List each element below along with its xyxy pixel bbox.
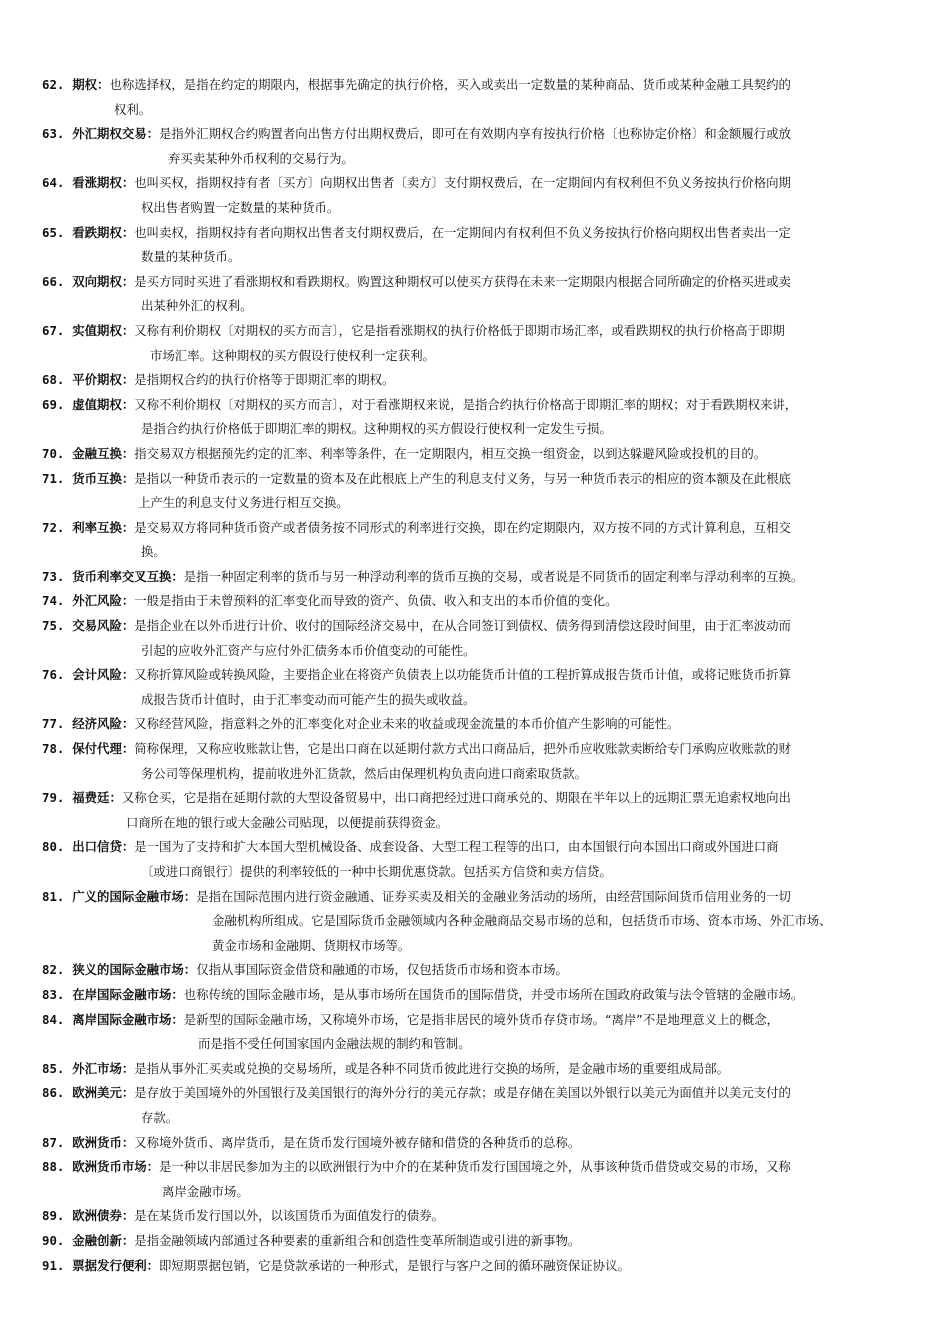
entry-number: 69. bbox=[42, 396, 65, 412]
entry-definition-continuation: 数量的某种货币。 bbox=[141, 249, 241, 265]
entry-term: 保付代理： bbox=[72, 741, 135, 757]
entry-definition: 又称不利价期权〔对期权的买方而言〕，对于看涨期权来说，是指合约执行价格高于即期汇率的期权；对于看跌期权来讲， bbox=[134, 396, 798, 412]
entry-number: 89. bbox=[42, 1208, 65, 1224]
entry-first-line bbox=[42, 958, 912, 983]
entry-first-line bbox=[42, 1081, 912, 1106]
entry-definition: 是一种以非居民参加为主的以欧洲银行为中介的在某种货币发行国国境之外，从事该种货币借贷或交易的市场，又称 bbox=[159, 1159, 791, 1175]
entry-term: 金融互换： bbox=[72, 445, 135, 461]
entry-number: 84. bbox=[42, 1011, 65, 1027]
entry-term: 票据发行便利： bbox=[72, 1257, 160, 1273]
entry-term: 欧洲债券： bbox=[72, 1208, 135, 1224]
glossary-entry bbox=[42, 1254, 912, 1279]
entry-definition: 是新型的国际金融市场，又称境外市场，它是指非居民的境外货币存贷市场。“离岸”不是地理意义上的概念， bbox=[183, 1011, 779, 1027]
entry-definition-continuation: 市场汇率。这种期权的买方假设行使权利一定获利。 bbox=[150, 347, 435, 363]
entry-term: 实值期权： bbox=[72, 322, 135, 338]
entry-number: 65. bbox=[42, 224, 65, 240]
entry-definition: 指交易双方根据预先约定的汇率、利率等条件，在一定期限内，相互交换一组资金，以到达躲避风险或投机的目的。 bbox=[134, 445, 767, 461]
glossary-list bbox=[42, 73, 912, 1278]
entry-definition: 是指外汇期权合约购置者向出售方付出期权费后，即可在有效期内享有按执行价格〔也称协定价格〕和金额履行或放 bbox=[159, 126, 791, 142]
entry-first-line bbox=[42, 885, 912, 910]
entry-definition: 是指一种固定利率的货币与另一种浮动利率的货币互换的交易，或者说是不同货币的固定利率与浮动利率的互换。 bbox=[183, 568, 804, 584]
entry-term: 出口信贷： bbox=[72, 839, 135, 855]
glossary-entry bbox=[42, 983, 912, 1008]
glossary-entry bbox=[42, 221, 912, 270]
entry-term: 虚值期权： bbox=[72, 396, 135, 412]
entry-term: 期权： bbox=[72, 77, 110, 92]
entry-first-line bbox=[42, 122, 912, 147]
glossary-entry bbox=[42, 319, 912, 368]
glossary-entry bbox=[42, 712, 912, 737]
entry-definition: 又称仓买，它是指在延期付款的大型设备贸易中，出口商把经过进口商承兑的、期限在半年以上的远期汇票无追索权地向出 bbox=[121, 790, 791, 806]
entry-definition-continuation: 成报告货币计值时，由于汇率变动而可能产生的损失或收益。 bbox=[141, 691, 476, 707]
entry-number: 81. bbox=[42, 888, 65, 904]
entry-number: 67. bbox=[42, 322, 65, 338]
entry-definition-continuation: 是指合约执行价格低于即期汇率的期权。这种期权的买方假设行使权利一定发生亏损。 bbox=[141, 421, 612, 437]
entry-definition: 又称经营风险，指意料之外的汇率变化对企业未来的收益或现金流量的本币价值产生影响的可能性。 bbox=[134, 716, 680, 732]
entry-number: 75. bbox=[42, 618, 65, 634]
glossary-entry bbox=[42, 1229, 912, 1254]
glossary-entry bbox=[42, 442, 912, 467]
entry-term: 金融创新： bbox=[72, 1232, 135, 1248]
entry-definition-continuation: 权利。 bbox=[114, 101, 152, 117]
entry-definition: 也称选择权，是指在约定的期限内，根据事先确定的执行价格，买入或卖出一定数量的某种商品、货币或某种金融工具契约的 bbox=[109, 77, 791, 92]
entry-definition-continuation: 〔或进口商银行〕提供的利率较低的一种中长期优惠贷款。包括买方信贷和卖方信贷。 bbox=[141, 864, 612, 879]
entry-number: 87. bbox=[42, 1134, 65, 1150]
entry-definition: 是指从事外汇买卖或兑换的交易场所，或是各种不同货币彼此进行交换的场所，是金融市场的重要组成局部。 bbox=[134, 1060, 729, 1076]
entry-definition: 又称折算风险或转换风险，主要指企业在将资产负债表上以功能货币计值的工程折算成报告货币计值，或将记账货币折算 bbox=[134, 667, 791, 683]
entry-definition: 是买方同时买进了看涨期权和看跌期权。购置这种期权可以使买方获得在未来一定期限内根据合同所确定的价格买进或卖 bbox=[134, 273, 791, 289]
entry-number: 63. bbox=[42, 126, 65, 142]
entry-term: 会计风险： bbox=[72, 667, 135, 683]
entry-definition: 即短期票据包销，它是贷款承诺的一种形式，是银行与客户之间的循环融资保证协议。 bbox=[159, 1257, 630, 1273]
glossary-entry bbox=[42, 786, 912, 835]
entry-term: 平价期权： bbox=[72, 372, 135, 388]
entry-term: 在岸国际金融市场： bbox=[72, 986, 184, 1002]
entry-number: 73. bbox=[42, 568, 65, 584]
entry-term: 外汇风险： bbox=[72, 593, 135, 609]
entry-number: 82. bbox=[42, 962, 65, 978]
entry-first-line bbox=[42, 1008, 912, 1033]
entry-first-line bbox=[42, 712, 912, 737]
entry-definition-continuation: 口商所在地的银行或大金融公司贴现，以便提前获得资金。 bbox=[126, 814, 449, 830]
entry-definition-continuation: 而是指不受任何国家国内金融法规的制约和管制。 bbox=[198, 1036, 471, 1052]
entry-term: 外汇市场： bbox=[72, 1060, 135, 1076]
entry-term: 经济风险： bbox=[72, 716, 135, 732]
entry-number: 70. bbox=[42, 445, 65, 461]
entry-number: 72. bbox=[42, 519, 65, 535]
glossary-entry bbox=[42, 1204, 912, 1229]
entry-definition: 是在某货币发行国以外，以该国货币为面值发行的债券。 bbox=[134, 1208, 444, 1224]
entry-definition: 也称传统的国际金融市场，是从事市场所在国货币的国际借贷，并受市场所在国政府政策与法令管辖的金融市场。 bbox=[183, 986, 804, 1002]
entry-term: 看涨期权： bbox=[72, 175, 135, 191]
glossary-entry bbox=[42, 73, 912, 122]
entry-first-line bbox=[42, 786, 912, 811]
glossary-entry bbox=[42, 122, 912, 171]
entry-number: 71. bbox=[42, 470, 65, 486]
entry-number: 76. bbox=[42, 667, 65, 683]
entry-first-line bbox=[42, 171, 912, 196]
glossary-entry bbox=[42, 1131, 912, 1156]
entry-definition: 一般是指由于未曾预料的汇率变化而导致的资产、负债、收入和支出的本币价值的变化。 bbox=[134, 593, 618, 609]
entry-definition: 又称有利价期权〔对期权的买方而言〕，它是指看涨期权的执行价格低于即期市场汇率，或看跌期权的执行价格高于即期 bbox=[134, 322, 785, 338]
glossary-entry bbox=[42, 614, 912, 663]
entry-number: 66. bbox=[42, 273, 65, 289]
entry-definition-continuation: 金融机构所组成。它是国际货币金融领域内各种金融商品交易市场的总和，包括货币市场、资本市场、外汇市场、 bbox=[212, 913, 832, 929]
entry-definition: 是交易双方将同种货币资产或者债务按不同形式的利率进行交换，即在约定期限内，双方按不同的方式计算利息，互相交 bbox=[134, 519, 791, 535]
entry-number: 90. bbox=[42, 1232, 65, 1248]
glossary-entry bbox=[42, 1081, 912, 1130]
entry-term: 广义的国际金融市场： bbox=[72, 888, 197, 904]
glossary-entry bbox=[42, 835, 912, 884]
entry-first-line bbox=[42, 73, 912, 98]
glossary-entry bbox=[42, 885, 912, 959]
entry-number: 79. bbox=[42, 790, 65, 806]
entry-number: 86. bbox=[42, 1085, 65, 1101]
entry-number: 62. bbox=[42, 77, 65, 92]
entry-first-line bbox=[42, 368, 912, 393]
entry-first-line bbox=[42, 663, 912, 688]
entry-number: 74. bbox=[42, 593, 65, 609]
glossary-entry bbox=[42, 1057, 912, 1082]
entry-term: 双向期权： bbox=[72, 273, 135, 289]
entry-number: 78. bbox=[42, 741, 65, 757]
entry-number: 68. bbox=[42, 372, 65, 388]
glossary-entry bbox=[42, 171, 912, 220]
entry-term: 利率互换： bbox=[72, 519, 135, 535]
entry-first-line bbox=[42, 1131, 912, 1156]
entry-first-line bbox=[42, 1057, 912, 1082]
entry-definition-continuation: 换。 bbox=[141, 544, 166, 560]
entry-definition-continuation: 黄金市场和金融期、货期权市场等。 bbox=[212, 937, 411, 953]
entry-first-line bbox=[42, 614, 912, 639]
entry-first-line bbox=[42, 442, 912, 467]
entry-number: 88. bbox=[42, 1159, 65, 1175]
entry-first-line bbox=[42, 393, 912, 418]
glossary-entry bbox=[42, 1008, 912, 1057]
glossary-entry bbox=[42, 467, 912, 516]
entry-number: 85. bbox=[42, 1060, 65, 1076]
entry-first-line bbox=[42, 835, 912, 860]
glossary-entry bbox=[42, 565, 912, 590]
entry-first-line bbox=[42, 589, 912, 614]
entry-definition: 是存放于美国境外的外国银行及美国银行的海外分行的美元存款；或是存储在美国以外银行以美元为面值并以美元支付的 bbox=[134, 1085, 791, 1101]
entry-first-line bbox=[42, 1254, 912, 1279]
glossary-entry bbox=[42, 958, 912, 983]
entry-definition: 仅指从事国际资金借贷和融通的市场，仅包括货币市场和资本市场。 bbox=[196, 962, 568, 978]
entry-definition-continuation: 弃买卖某种外币权利的交易行为。 bbox=[168, 150, 354, 166]
entry-term: 欧洲货币： bbox=[72, 1134, 135, 1150]
entry-first-line bbox=[42, 737, 912, 762]
entry-number: 83. bbox=[42, 986, 65, 1002]
entry-definition-continuation: 权出售者购置一定数量的某种货币。 bbox=[141, 199, 340, 215]
glossary-entry bbox=[42, 1155, 912, 1204]
entry-definition: 是指以一种货币表示的一定数量的资本及在此根底上产生的利息支付义务，与另一种货币表示的相应的资本额及在此根底 bbox=[134, 470, 791, 486]
entry-first-line bbox=[42, 270, 912, 295]
entry-definition: 是指期权合约的执行价格等于即期汇率的期权。 bbox=[134, 372, 395, 388]
entry-first-line bbox=[42, 221, 912, 246]
glossary-entry bbox=[42, 663, 912, 712]
entry-definition: 也叫买权，指期权持有者〔买方〕向期权出售者〔卖方〕支付期权费后，在一定期间内有权利但不负义务按执行价格向期 bbox=[134, 175, 791, 191]
entry-definition: 是指企业在以外币进行计价、收付的国际经济交易中，在从合同签订到债权、债务得到清偿这段时间里，由于汇率波动而 bbox=[134, 618, 791, 634]
entry-first-line bbox=[42, 467, 912, 492]
entry-term: 欧洲美元： bbox=[72, 1085, 135, 1101]
entry-definition-continuation: 引起的应收外汇资产与应付外汇债务本币价值变动的可能性。 bbox=[141, 642, 476, 658]
entry-term: 货币互换： bbox=[72, 470, 135, 486]
glossary-entry bbox=[42, 393, 912, 442]
entry-term: 看跌期权： bbox=[72, 224, 135, 240]
entry-definition: 是指金融领域内部通过各种要素的重新组合和创造性变革所制造或引进的新事物。 bbox=[134, 1232, 581, 1248]
entry-first-line bbox=[42, 983, 912, 1008]
entry-definition: 也叫卖权，指期权持有者向期权出售者支付期权费后，在一定期间内有权利但不负义务按执行价格向期权出售者卖出一定 bbox=[134, 224, 791, 240]
entry-definition-continuation: 出某种外汇的权利。 bbox=[141, 298, 253, 314]
entry-number: 91. bbox=[42, 1257, 65, 1273]
glossary-entry bbox=[42, 516, 912, 565]
glossary-entry bbox=[42, 737, 912, 786]
entry-term: 离岸国际金融市场： bbox=[72, 1011, 184, 1027]
entry-definition-continuation: 离岸金融市场。 bbox=[162, 1183, 249, 1199]
entry-definition: 又称境外货币、离岸货币，是在货币发行国境外被存储和借贷的各种货币的总称。 bbox=[134, 1134, 581, 1150]
entry-definition: 是一国为了支持和扩大本国大型机械设备、成套设备、大型工程工程等的出口，由本国银行向本国出口商或外国进口商 bbox=[134, 839, 779, 855]
entry-definition-continuation: 存款。 bbox=[141, 1109, 179, 1125]
entry-term: 福费廷： bbox=[72, 790, 122, 806]
entry-term: 狭义的国际金融市场： bbox=[72, 962, 197, 978]
entry-first-line bbox=[42, 1229, 912, 1254]
entry-term: 货币利率交叉互换： bbox=[72, 568, 184, 584]
entry-term: 外汇期权交易： bbox=[72, 126, 160, 142]
entry-definition: 是指在国际范围内进行资金融通、证券买卖及相关的金融业务活动的场所，由经营国际间货币信用业务的一切 bbox=[196, 888, 791, 904]
entry-first-line bbox=[42, 1155, 912, 1180]
entry-first-line bbox=[42, 565, 912, 590]
entry-definition-continuation: 上产生的利息支付义务进行相互交换。 bbox=[138, 495, 349, 511]
entry-first-line bbox=[42, 1204, 912, 1229]
entry-first-line bbox=[42, 516, 912, 541]
entry-number: 80. bbox=[42, 839, 65, 855]
entry-definition: 简称保理，又称应收账款让售，它是出口商在以延期付款方式出口商品后，把外币应收账款卖断给专门承购应收账款的财 bbox=[134, 741, 791, 757]
entry-number: 77. bbox=[42, 716, 65, 732]
entry-definition-continuation: 务公司等保理机构，提前收进外汇货款，然后由保理机构负责向进口商索取货款。 bbox=[141, 765, 588, 781]
entry-term: 欧洲货币市场： bbox=[72, 1159, 160, 1175]
glossary-entry bbox=[42, 368, 912, 393]
glossary-entry bbox=[42, 589, 912, 614]
glossary-entry bbox=[42, 270, 912, 319]
entry-number: 64. bbox=[42, 175, 65, 191]
entry-term: 交易风险： bbox=[72, 618, 135, 634]
entry-first-line bbox=[42, 319, 912, 344]
